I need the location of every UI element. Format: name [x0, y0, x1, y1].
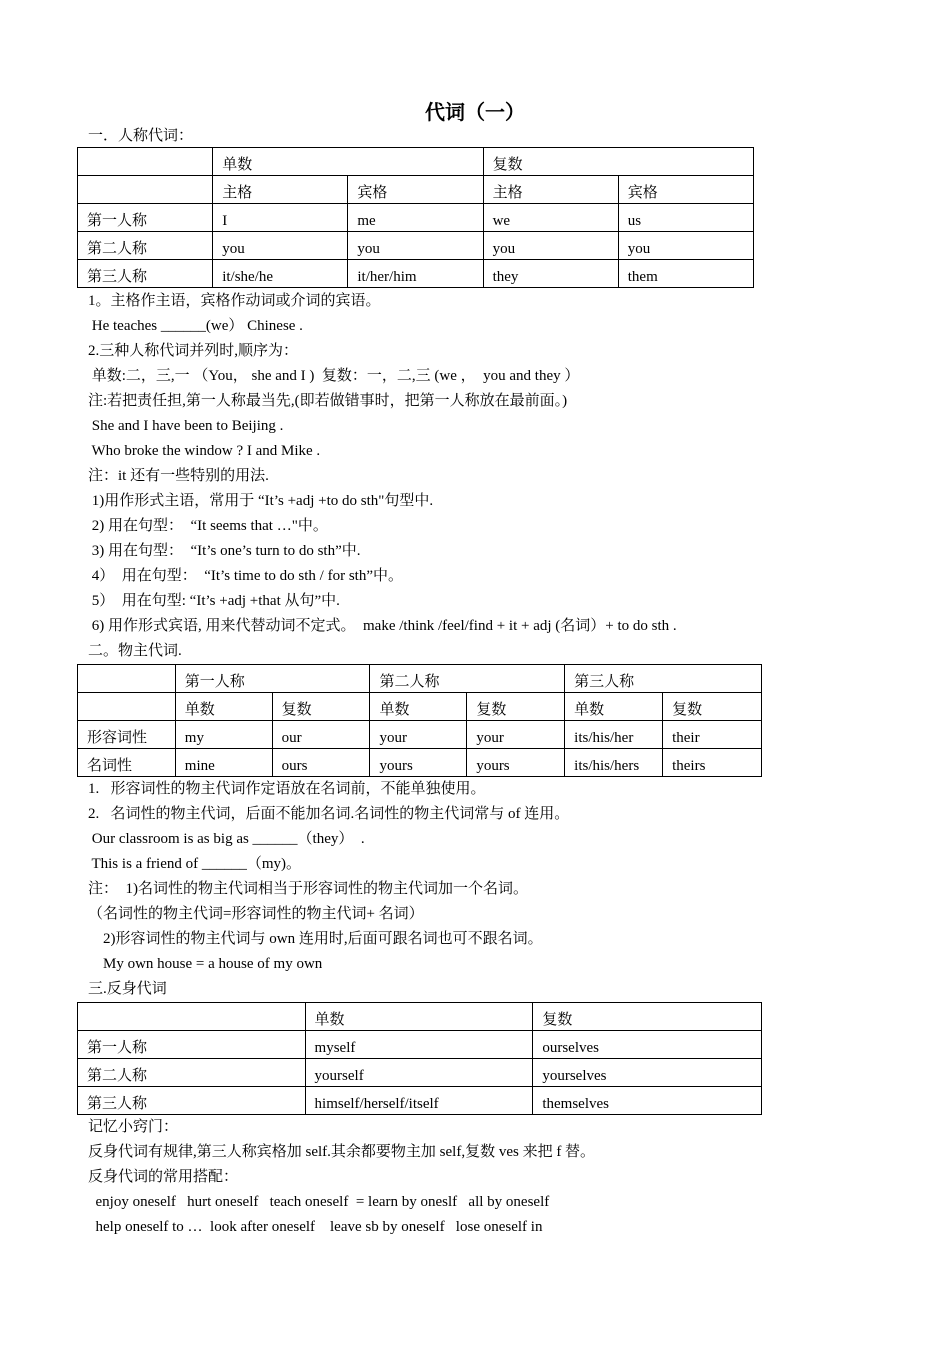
text-line: 注:若把责任担,第一人称最当先,(即若做错事时，把第一人称放在最前面。)	[88, 393, 568, 409]
text-line: 记忆小窍门：	[88, 1119, 179, 1135]
table-header-cell: 单数	[370, 693, 467, 721]
table-cell: your	[370, 721, 467, 749]
table-header-cell: 复数	[663, 693, 762, 721]
table-cell: you	[348, 232, 483, 260]
table-cell: himself/herself/itself	[305, 1087, 533, 1115]
text-line: 1。主格作主语，宾格作动词或介词的宾语。	[88, 293, 381, 309]
text-line: Our classroom is as big as ______（they） .	[88, 831, 365, 847]
table-row	[78, 232, 754, 260]
table-cell: my	[175, 721, 272, 749]
section-heading-reflexive-pronouns: 三.反身代词	[88, 981, 167, 997]
table-cell: it/her/him	[348, 260, 483, 288]
table-row-label: 形容词性	[78, 721, 176, 749]
text-line: 反身代词有规律,第三人称宾格加 self.其余都要物主加 self,复数 ves 来把 f 替。	[88, 1144, 596, 1160]
table-header-cell: 单数	[175, 693, 272, 721]
table-row-label: 第二人称	[78, 1059, 306, 1087]
table-cell: their	[663, 721, 762, 749]
table-cell: them	[618, 260, 753, 288]
text-line: 1)用作形式主语，常用于 “It’s +adj +to do sth"句型中.	[88, 493, 434, 509]
table-row	[78, 1031, 762, 1059]
text-line: 2) 用在句型： “It seems that …"中。	[88, 518, 328, 534]
possessive-pronoun-table	[77, 664, 762, 777]
table-row	[78, 749, 762, 777]
table-row-label: 第三人称	[78, 260, 213, 288]
table-row-label: 第一人称	[78, 1031, 306, 1059]
table-cell: theirs	[663, 749, 762, 777]
table-header-first-person: 第一人称	[175, 665, 370, 693]
text-line: 2)形容词性的物主代词与 own 连用时,后面可跟名词也可不跟名词。	[88, 931, 543, 947]
section-heading-personal-pronouns: 一．人称代词：	[88, 128, 194, 144]
table-cell	[78, 665, 176, 693]
table-cell: our	[272, 721, 370, 749]
text-line: This is a friend of ______（my)。	[88, 856, 302, 872]
table-row	[78, 1059, 762, 1087]
table-cell: you	[483, 232, 618, 260]
text-line: 2.三种人称代词并列时,顺序为：	[88, 343, 299, 359]
text-line: My own house = a house of my own	[88, 956, 323, 972]
text-line: enjoy oneself hurt oneself teach oneself = learn by oneslf all by oneself	[88, 1194, 550, 1210]
text-line: He teaches ______(we） Chinese .	[88, 318, 303, 334]
table-cell: mine	[175, 749, 272, 777]
table-cell: I	[213, 204, 348, 232]
table-header-cell: 单数	[565, 693, 663, 721]
table-header-cell: 复数	[467, 693, 565, 721]
text-line: 4） 用在句型： “It’s time to do sth / for sth”中。	[88, 568, 403, 584]
table-cell: your	[467, 721, 565, 749]
table-cell: us	[618, 204, 753, 232]
table-header-singular: 单数	[305, 1003, 533, 1031]
table-cell: we	[483, 204, 618, 232]
table-row	[78, 260, 754, 288]
table-cell: me	[348, 204, 483, 232]
text-line: 注：it 还有一些特别的用法.	[88, 468, 269, 484]
table-row	[78, 204, 754, 232]
table-cell	[78, 693, 176, 721]
table-header-row	[78, 693, 762, 721]
section-heading-possessive-pronouns: 二。物主代词.	[88, 643, 182, 659]
page-title: 代词（一）	[425, 100, 525, 124]
table-header-row	[78, 1003, 762, 1031]
table-cell: myself	[305, 1031, 533, 1059]
table-cell: yourselves	[533, 1059, 762, 1087]
table-header-second-person: 第二人称	[370, 665, 565, 693]
text-line: help oneself to … look after oneself leave sb by oneself lose oneself in	[88, 1219, 543, 1235]
table-cell	[78, 148, 213, 176]
table-header-row	[78, 148, 754, 176]
table-cell: its/his/her	[565, 721, 663, 749]
table-row-label: 第一人称	[78, 204, 213, 232]
table-row-label: 第三人称	[78, 1087, 306, 1115]
table-row	[78, 721, 762, 749]
reflexive-pronoun-table	[77, 1002, 762, 1115]
table-row	[78, 1087, 762, 1115]
table-row-label: 名词性	[78, 749, 176, 777]
table-cell: you	[618, 232, 753, 260]
table-header-plural: 复数	[483, 148, 753, 176]
table-cell: it/she/he	[213, 260, 348, 288]
table-cell: they	[483, 260, 618, 288]
text-line: 3) 用在句型： “It’s one’s turn to do sth”中.	[88, 543, 361, 559]
table-header-cell: 主格	[213, 176, 348, 204]
table-header-singular: 单数	[213, 148, 483, 176]
table-header-cell: 宾格	[618, 176, 753, 204]
table-cell: yours	[467, 749, 565, 777]
table-header-row	[78, 665, 762, 693]
table-cell	[78, 1003, 306, 1031]
text-line: （名词性的物主代词=形容词性的物主代词+ 名词）	[88, 906, 424, 922]
text-line: She and I have been to Beijing .	[88, 418, 284, 434]
text-line: 2. 名词性的物主代词，后面不能加名词.名词性的物主代词常与 of 连用。	[88, 806, 570, 822]
text-line: Who broke the window ? I and Mike .	[88, 443, 321, 459]
table-row-label: 第二人称	[78, 232, 213, 260]
text-line: 6) 用作形式宾语, 用来代替动词不定式。 make /think /feel/find + it + adj (名词）+ to do sth .	[88, 618, 677, 634]
table-header-cell: 宾格	[348, 176, 483, 204]
text-line: 注： 1)名词性的物主代词相当于形容词性的物主代词加一个名词。	[88, 881, 528, 897]
table-cell: ourselves	[533, 1031, 762, 1059]
table-header-cell: 复数	[272, 693, 370, 721]
table-header-third-person: 第三人称	[565, 665, 762, 693]
table-cell: yourself	[305, 1059, 533, 1087]
table-header-cell: 主格	[483, 176, 618, 204]
table-cell	[78, 176, 213, 204]
text-line: 1. 形容词性的物主代词作定语放在名词前，不能单独使用。	[88, 781, 486, 797]
text-line: 反身代词的常用搭配：	[88, 1169, 239, 1185]
table-header-row	[78, 176, 754, 204]
table-cell: yours	[370, 749, 467, 777]
text-line: 5） 用在句型: “It’s +adj +that 从句”中.	[88, 593, 340, 609]
table-cell: its/his/hers	[565, 749, 663, 777]
text-line: 单数:二，三,一 （You， she and I ) 复数：一，二,三 (we ， you and they ）	[88, 368, 580, 384]
personal-pronoun-table	[77, 147, 754, 288]
table-header-plural: 复数	[533, 1003, 762, 1031]
table-cell: themselves	[533, 1087, 762, 1115]
table-cell: ours	[272, 749, 370, 777]
table-cell: you	[213, 232, 348, 260]
